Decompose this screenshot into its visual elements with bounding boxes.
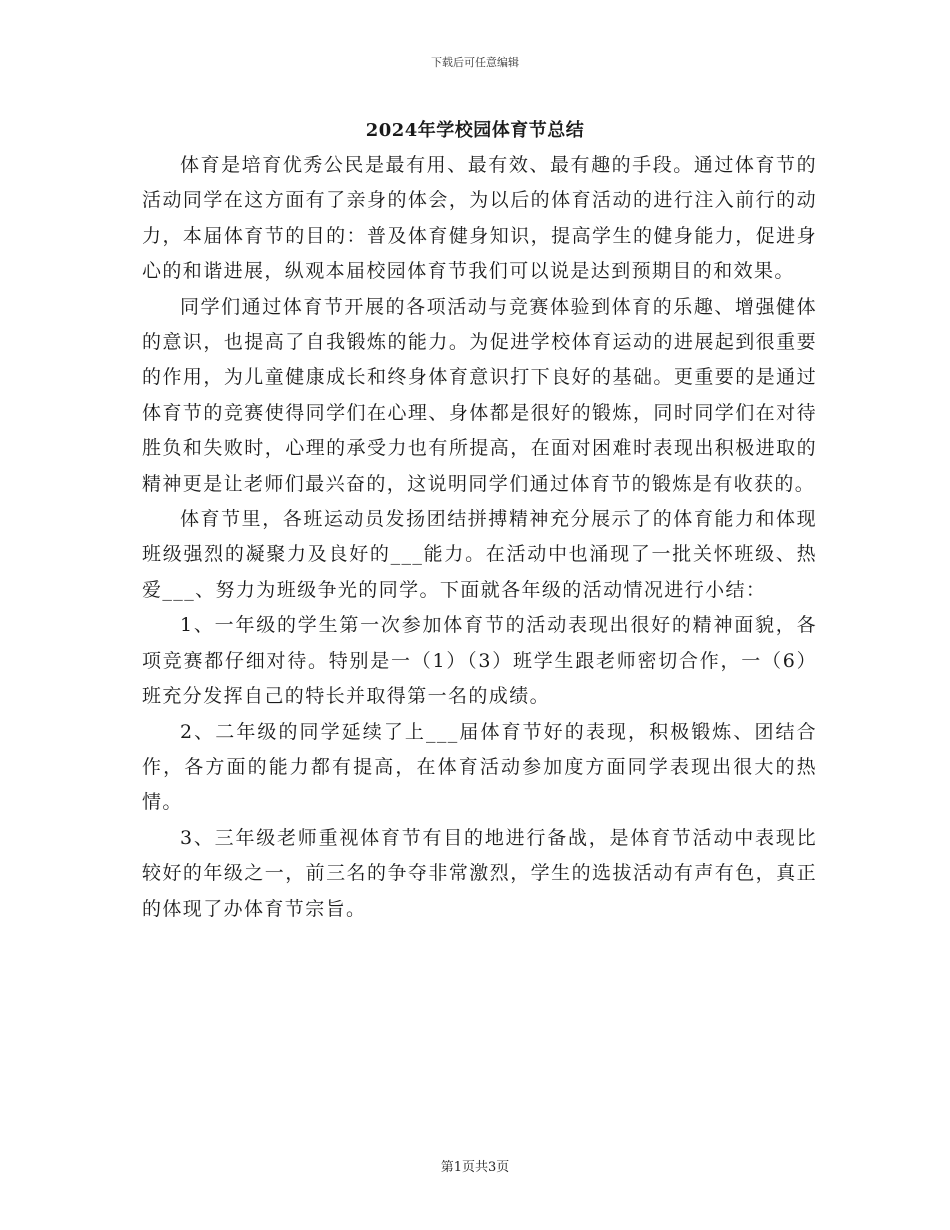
paragraph-1: 体育是培育优秀公民是最有用、最有效、最有趣的手段。通过体育节的活动同学在这方面有了亲身的体会，为以后的体育活动的进行注入前行的动力，本届体育节的目的：普及体育健身知识，提高学生的健身能力，促进身心的和谐进展，纵观本届校园体育节我们可以说是达到预期目的和效果。 (142, 154, 817, 283)
document-body (142, 148, 817, 927)
paragraph-6: 3、三年级老师重视体育节有目的地进行备战，是体育节活动中表现比较好的年级之一，前三名的争夺非常激烈，学生的选拔活动有声有色，真正的体现了办体育节宗旨。 (142, 826, 817, 920)
paragraph-3: 体育节里，各班运动员发扬团结拼搏精神充分展示了的体育能力和体现班级强烈的凝聚力及良好的___能力。在活动中也涌现了一批关怀班级、热爱___、努力为班级争光的同学。下面就各年级的活动情况进行小结： (142, 508, 817, 601)
paragraph-5: 2、二年级的同学延续了上___届体育节好的表现，积极锻炼、团结合作，各方面的能力都有提高，在体育活动参加度方面同学表现出很大的热情。 (142, 720, 817, 814)
page-header-note: 下载后可任意编辑 (431, 56, 519, 69)
paragraph-2: 同学们通过体育节开展的各项活动与竞赛体验到体育的乐趣、增强健体的意识，也提高了自我锻炼的能力。为促进学校体育运动的进展起到很重要的作用，为儿童健康成长和终身体育意识打下良好的基础。更重要的是通过体育节的竞赛使得同学们在心理、身体都是很好的锻炼，同时同学们在对待胜负和失败时，心理的承受力也有所提高，在面对困难时表现出积极进取的精神更是让老师们最兴奋的，这说明同学们通过体育节的锻炼是有收获的。 (142, 295, 817, 495)
document-title: 2024年学校园体育节总结 (365, 120, 585, 141)
page-number-footer: 第1页共3页 (440, 1160, 510, 1175)
paragraph-4: 1、一年级的学生第一次参加体育节的活动表现出很好的精神面貌，各项竞赛都仔细对待。特别是一（1）（3）班学生跟老师密切合作，一（6）班充分发挥自己的特长并取得第一名的成绩。 (142, 614, 817, 708)
